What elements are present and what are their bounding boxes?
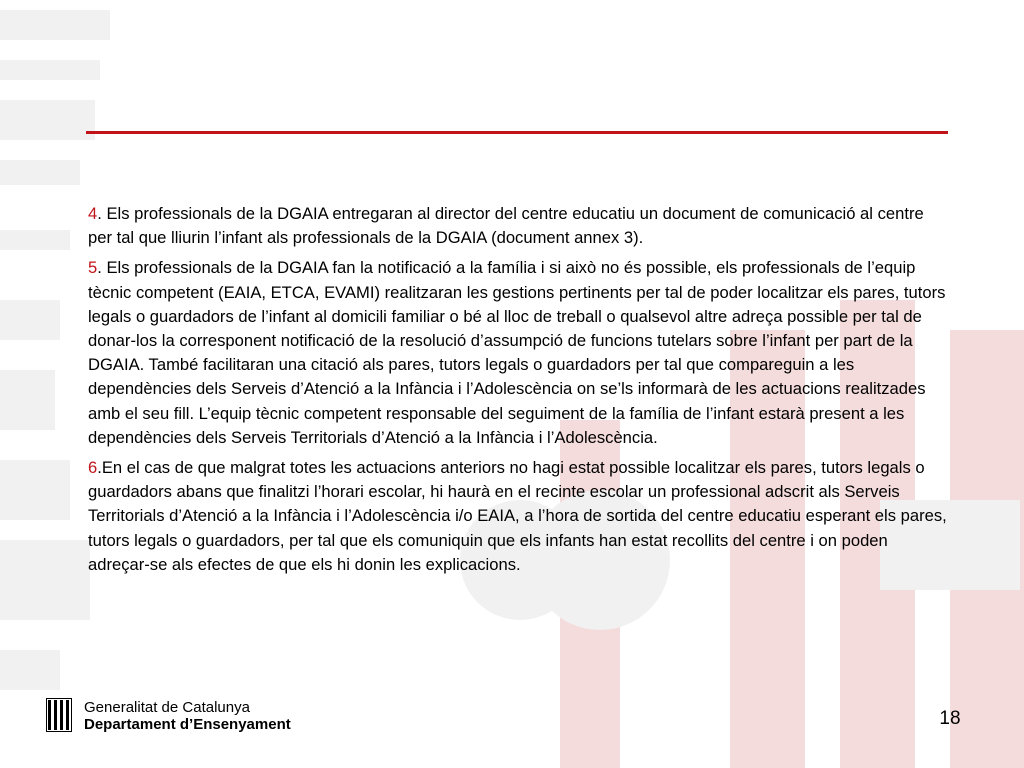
logo-text — [84, 699, 291, 733]
item-6 — [88, 456, 948, 577]
item-text: . Els professionals de la DGAIA fan la notificació a la família i si això no és possible, els professionals de l’equip tècnic competent (EAIA, ETCA, EVAMI) realitzaran les gestions pertinents per tal de poder localitzar els pares, tutors legals o guardadors de l’infant al domicili familiar o bé al lloc de treball o qualsevol altre adreça possible per tal de donar-los la corresponent notificació de la resolució d’assumpció de funcions tutelars sobre l’infant per part de la DGAIA. També facilitaran una citació als pares, tutors legals o guardadors per tal que compareguin a les dependències dels Serveis d’Atenció a la Infància i l’Adolescència on se’ls informarà de les actuacions realitzades amb el seu fill. L’equip tècnic competent responsable del seguiment de la família de l’infant estarà present a les dependències dels Serveis Territorials d’Atenció a la Infància i l’Adolescència. — [88, 258, 946, 447]
item-number: 6 — [88, 458, 98, 478]
item-number: 4 — [88, 204, 98, 223]
item-text: . Els professionals de la DGAIA entregaran al director del centre educatiu un document de comunicació al centre per tal que lliurin l’infant als professionals de la DGAIA (document annex 3). — [88, 204, 924, 248]
title-divider-line — [86, 131, 948, 134]
item-number: 5 — [88, 258, 98, 278]
department-name: Departament d’Ensenyament — [84, 716, 291, 733]
generalitat-logo — [46, 698, 346, 738]
body-text — [88, 202, 948, 583]
item-5 — [88, 256, 948, 450]
senyera-flag-icon — [46, 698, 74, 732]
org-name: Generalitat de Catalunya — [84, 699, 250, 716]
item-4 — [88, 202, 948, 250]
item-text: .En el cas de que malgrat totes les actuacions anteriors no hagi estat possible localitzar els pares, tutors legals o guardadors abans que finalitzi l’horari escolar, hi haurà en el recinte escolar un professional adscrit als Serveis Territorials d’Atenció a la Infància i l’Adolescència i/o EAIA, a l’hora de sortida del centre educatiu esperant els pares, tutors legals o guardadors, per tal que els comuniquin que els infants han estat recollits del centre i on poden adreçar-se als efectes de que els hi donin les explicacions. — [88, 458, 947, 574]
page-number: 18 — [939, 708, 961, 729]
